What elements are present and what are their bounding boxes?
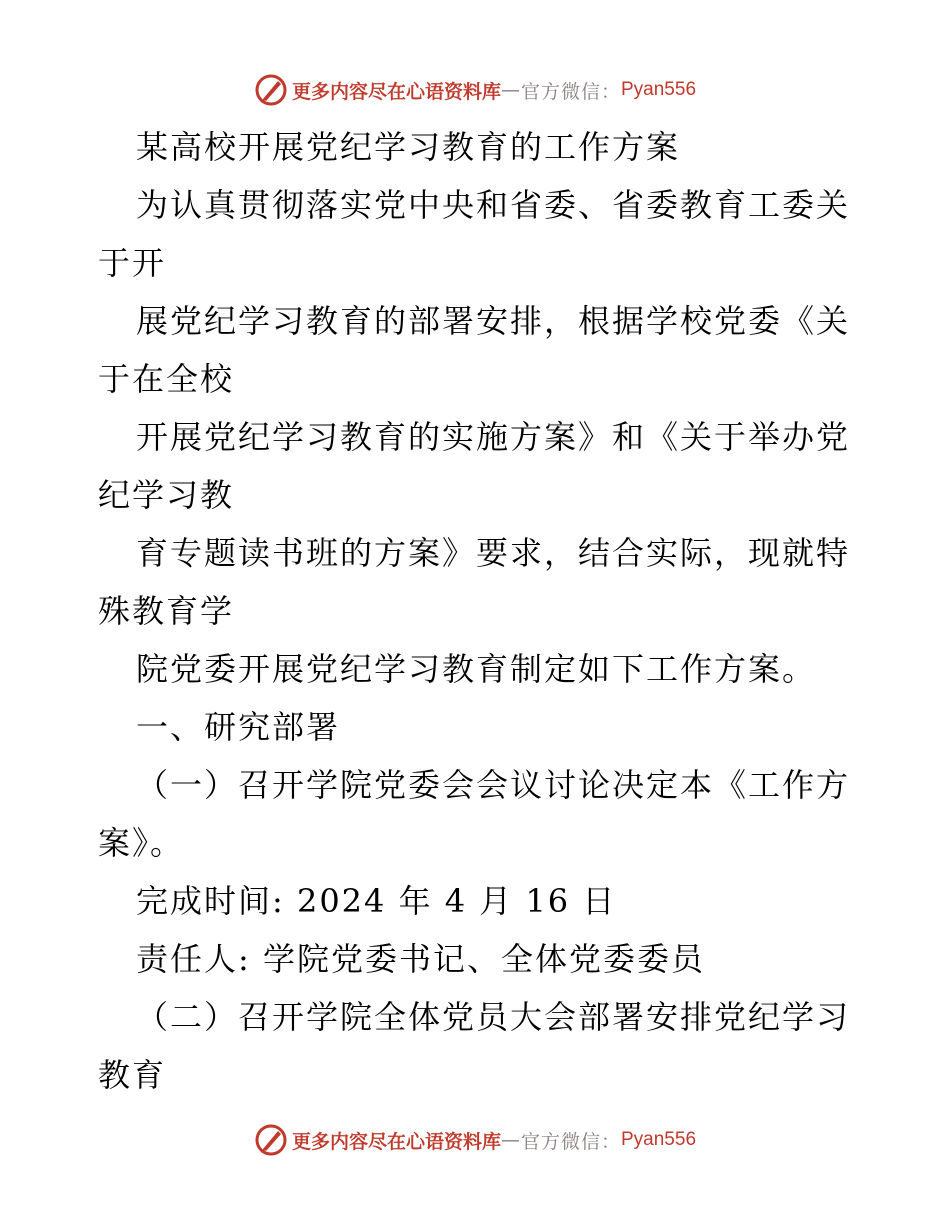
doc-line-15: 责任人: 学院党委书记、全体党委委员: [136, 940, 705, 978]
doc-line-12: （一）召开学院党委会会议讨论决定本《工作方: [136, 766, 851, 804]
doc-line-10: 院党委开展党纪学习教育制定如下工作方案。: [136, 650, 817, 688]
watermark-separator: —: [500, 79, 521, 101]
watermark-banner-top: [0, 70, 950, 110]
doc-line-17: 教育: [98, 1056, 167, 1094]
watermark-main-text: 更多内容尽在心语资料库: [291, 1130, 501, 1153]
doc-line-13: 案》。: [98, 824, 185, 862]
document-body: [98, 118, 858, 1104]
watermark-wechat-id: Pyan556: [621, 79, 697, 100]
doc-line-8: 育专题读书班的方案》要求，结合实际，现就特: [136, 534, 851, 572]
doc-line-16: （二）召开学院全体党员大会部署安排党纪学习: [136, 998, 851, 1036]
doc-line-3: 于开: [98, 244, 167, 282]
doc-line-2: 为认真贯彻落实党中央和省委、省委教育工委关: [136, 186, 851, 224]
watermark-banner-bottom: [0, 1120, 950, 1160]
doc-line-6: 开展党纪学习教育的实施方案》和《关于举办党: [136, 418, 851, 456]
watermark-wechat-label: 官方微信：: [520, 80, 621, 103]
doc-line-9: 殊教育学: [98, 592, 235, 630]
watermark-separator: —: [500, 1129, 521, 1151]
doc-line-14: 完成时间: 2024 年 4 月 16 日: [136, 882, 617, 920]
watermark-wechat-label: 官方微信：: [520, 1130, 621, 1153]
doc-line-11: 一、研究部署: [136, 708, 341, 746]
quill-logo-icon: [254, 73, 288, 107]
doc-line-5: 于在全校: [98, 360, 235, 398]
watermark-main-text: 更多内容尽在心语资料库: [291, 80, 501, 103]
watermark-wechat-id: Pyan556: [621, 1129, 697, 1150]
doc-line-1: 某高校开展党纪学习教育的工作方案: [136, 128, 681, 166]
doc-line-4: 展党纪学习教育的部署安排，根据学校党委《关: [136, 302, 851, 340]
doc-line-7: 纪学习教: [98, 476, 235, 514]
quill-logo-icon: [254, 1123, 288, 1157]
